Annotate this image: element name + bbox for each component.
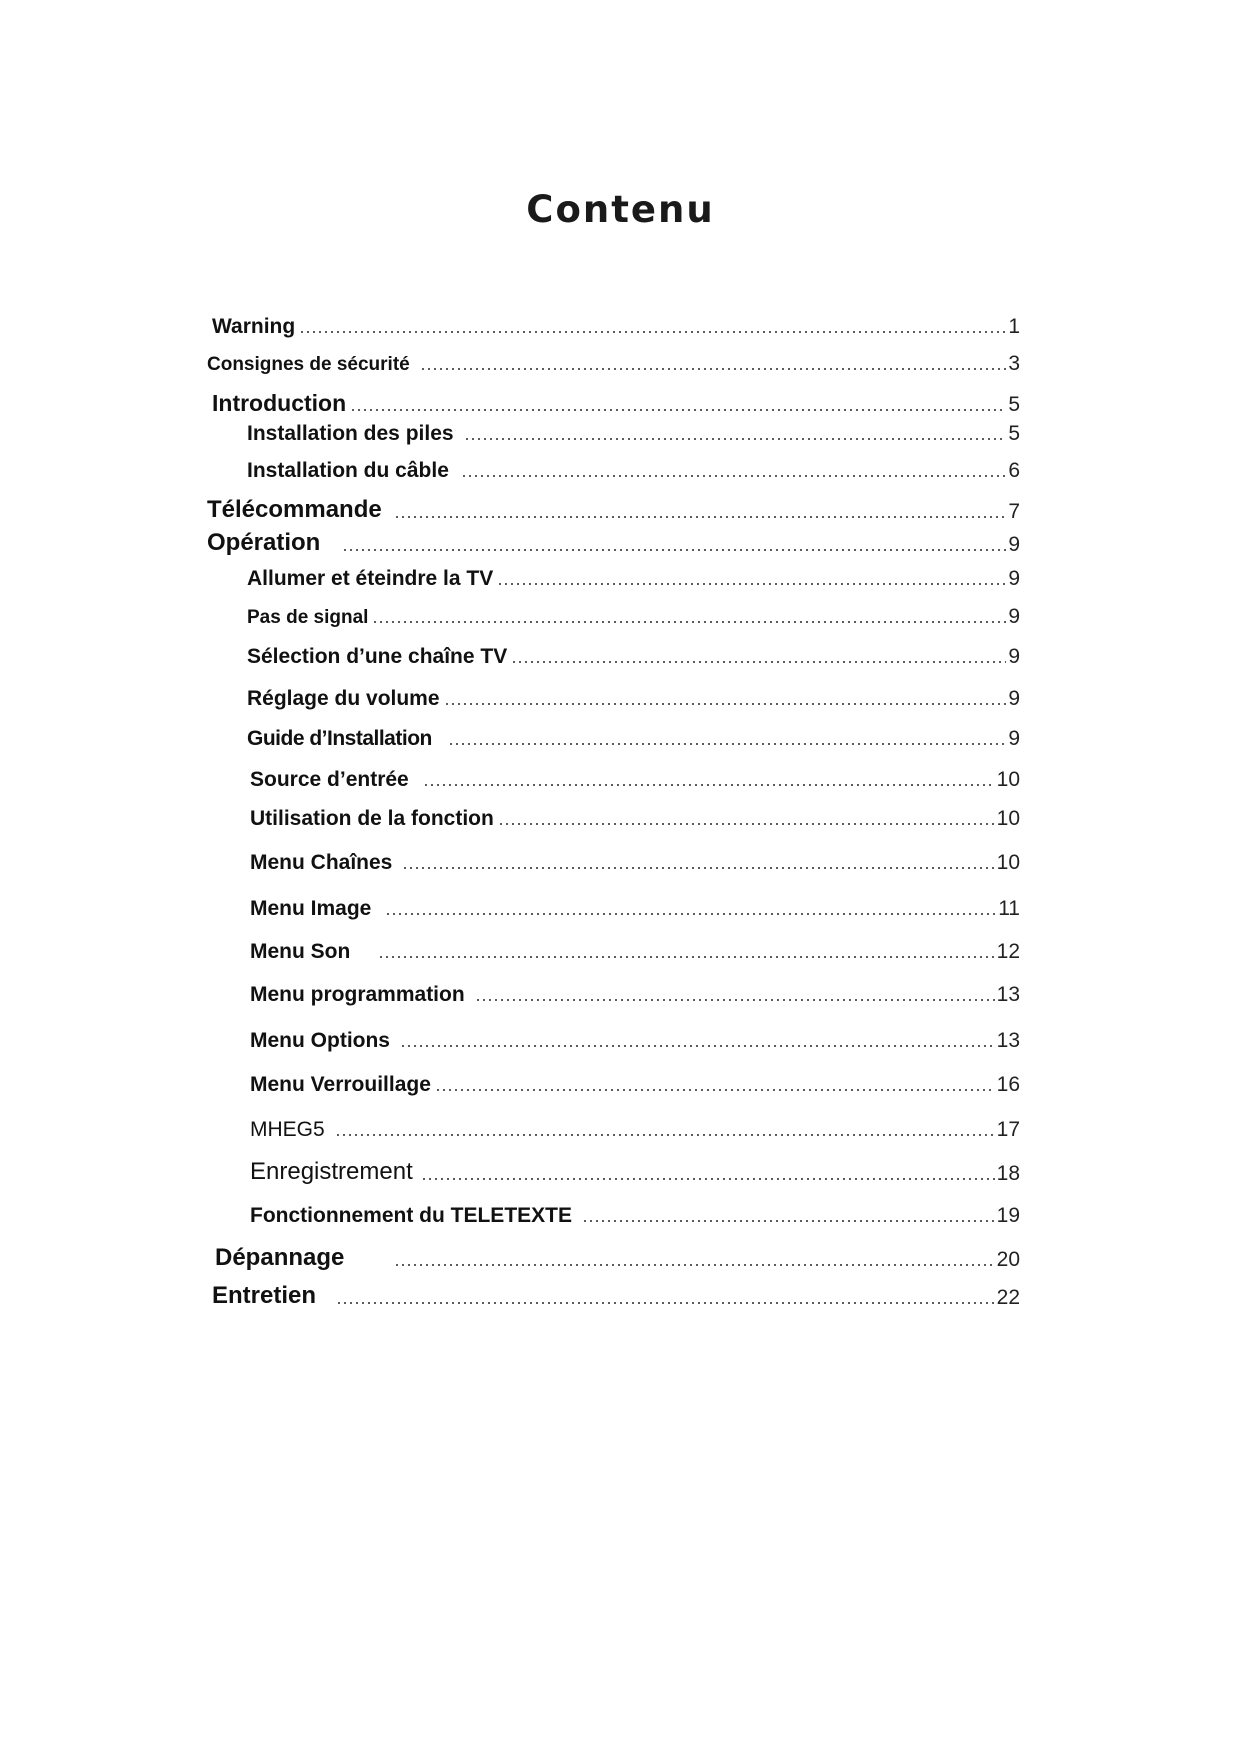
toc-entry-selection-chaine[interactable] <box>247 646 1020 667</box>
dot-leader <box>420 368 1007 370</box>
toc-entry-source-entree[interactable] <box>250 769 1020 790</box>
toc-entry-utilisation-fonction[interactable] <box>250 808 1020 829</box>
dot-leader <box>444 703 1007 705</box>
dot-leader <box>394 1264 994 1266</box>
toc-entry-page: 18 <box>996 1162 1020 1185</box>
dot-leader <box>448 743 1006 745</box>
dot-leader <box>372 621 1006 623</box>
toc-entry-guide-installation[interactable] <box>247 728 1020 749</box>
toc-entry-installation-du-cable[interactable] <box>247 460 1020 481</box>
toc-entry-page: 9 <box>1008 567 1020 590</box>
toc-entry-depannage[interactable] <box>215 1246 1020 1270</box>
toc-entry-consignes-de-securite[interactable] <box>207 353 1020 374</box>
toc-entry-page: 22 <box>996 1286 1020 1309</box>
dot-leader <box>421 1178 995 1180</box>
toc-entry-label: Menu Verrouillage <box>250 1073 431 1096</box>
toc-entry-menu-programmation[interactable] <box>250 984 1020 1005</box>
dot-leader <box>385 913 996 915</box>
toc-entry-telecommande[interactable] <box>207 498 1020 522</box>
toc-entry-page: 10 <box>996 768 1020 791</box>
toc-entry-page: 6 <box>1008 459 1020 482</box>
dot-leader <box>497 583 1006 585</box>
toc-entry-page: 17 <box>996 1118 1020 1141</box>
toc-entry-label: Allumer et éteindre la TV <box>247 567 494 590</box>
dot-leader <box>461 475 1006 477</box>
toc-entry-fonctionnement-teletexte[interactable] <box>250 1205 1020 1226</box>
toc-entry-allumer-et-eteindre[interactable] <box>247 568 1020 589</box>
dot-leader <box>498 823 995 825</box>
toc-entry-page: 19 <box>996 1204 1020 1227</box>
toc-entry-operation[interactable] <box>207 531 1020 555</box>
toc-entry-page: 9 <box>1008 605 1020 628</box>
toc-entry-label: Menu Son <box>250 940 351 963</box>
dot-leader <box>299 331 1006 333</box>
toc-entry-label: Télécommande <box>207 496 382 523</box>
page-title: Contenu <box>526 188 715 231</box>
toc-entry-label: Warning <box>212 315 296 338</box>
toc-entry-page: 16 <box>996 1073 1020 1096</box>
dot-leader <box>378 956 994 958</box>
dot-leader <box>423 784 995 786</box>
toc-entry-label: Réglage du volume <box>247 687 440 710</box>
toc-entry-label: Sélection d’une chaîne TV <box>247 645 508 668</box>
toc-entry-entretien[interactable] <box>212 1284 1020 1308</box>
dot-leader <box>394 516 1007 518</box>
toc-entry-mheg5[interactable] <box>250 1119 1020 1140</box>
dot-leader <box>400 1045 995 1047</box>
toc-entry-menu-son[interactable] <box>250 941 1020 962</box>
toc-entry-label: Consignes de sécurité <box>207 354 410 375</box>
dot-leader <box>335 1134 995 1136</box>
toc-entry-page: 5 <box>1008 422 1020 445</box>
toc-entry-page: 12 <box>996 940 1020 963</box>
toc-entry-menu-chaines[interactable] <box>250 852 1020 873</box>
toc-entry-warning[interactable] <box>212 316 1020 337</box>
toc-entry-label: Source d’entrée <box>250 768 409 791</box>
toc-entry-page: 11 <box>998 897 1020 920</box>
dot-leader <box>435 1089 995 1091</box>
toc-entry-label: Opération <box>207 529 321 556</box>
toc-entry-page: 10 <box>996 851 1020 874</box>
dot-leader <box>464 438 1007 440</box>
toc-entry-label: Utilisation de la fonction <box>250 807 494 830</box>
toc-entry-installation-des-piles[interactable] <box>247 423 1020 444</box>
toc-entry-label: Enregistrement <box>250 1158 413 1185</box>
toc-entry-menu-options[interactable] <box>250 1030 1020 1051</box>
toc-entry-label: Installation des piles <box>247 422 454 445</box>
toc-entry-menu-verrouillage[interactable] <box>250 1074 1020 1095</box>
toc-entry-label: Introduction <box>212 390 347 416</box>
dot-leader <box>350 409 1006 411</box>
toc-entry-label: Pas de signal <box>247 607 369 628</box>
toc-entry-page: 13 <box>996 1029 1020 1052</box>
toc-entry-label: Menu Options <box>250 1029 390 1052</box>
toc-entry-page: 1 <box>1008 315 1020 338</box>
toc-entry-page: 9 <box>1008 727 1020 750</box>
toc-entry-enregistrement[interactable] <box>250 1160 1020 1184</box>
toc-entry-label: Guide d’Installation <box>247 727 432 750</box>
dot-leader <box>336 1302 995 1304</box>
dot-leader <box>342 549 1006 551</box>
toc-entry-page: 20 <box>996 1248 1020 1271</box>
toc-entry-page: 3 <box>1008 352 1020 375</box>
dot-leader <box>402 867 994 869</box>
toc-entry-menu-image[interactable] <box>250 898 1020 919</box>
toc-entry-label: Menu Image <box>250 897 372 920</box>
toc-entry-page: 9 <box>1008 533 1020 556</box>
toc-entry-page: 9 <box>1008 645 1020 668</box>
dot-leader <box>582 1220 995 1222</box>
toc-entry-page: 7 <box>1008 500 1020 523</box>
toc-entry-page: 13 <box>996 983 1020 1006</box>
toc-entry-label: MHEG5 <box>250 1118 325 1141</box>
toc-entry-page: 10 <box>996 807 1020 830</box>
toc-entry-label: Menu programmation <box>250 983 465 1006</box>
toc-entry-label: Fonctionnement du TELETEXTE <box>250 1204 572 1227</box>
toc-entry-label: Installation du câble <box>247 459 449 482</box>
dot-leader <box>475 999 995 1001</box>
toc-entry-reglage-volume[interactable] <box>247 688 1020 709</box>
toc-entry-page: 9 <box>1008 687 1020 710</box>
toc-entry-label: Dépannage <box>215 1244 345 1271</box>
toc-entry-page: 5 <box>1008 393 1020 416</box>
dot-leader <box>511 661 1006 663</box>
toc-entry-pas-de-signal[interactable] <box>247 606 1020 627</box>
toc-entry-label: Menu Chaînes <box>250 851 393 874</box>
toc-entry-introduction[interactable] <box>212 392 1020 415</box>
toc-entry-label: Entretien <box>212 1282 317 1309</box>
